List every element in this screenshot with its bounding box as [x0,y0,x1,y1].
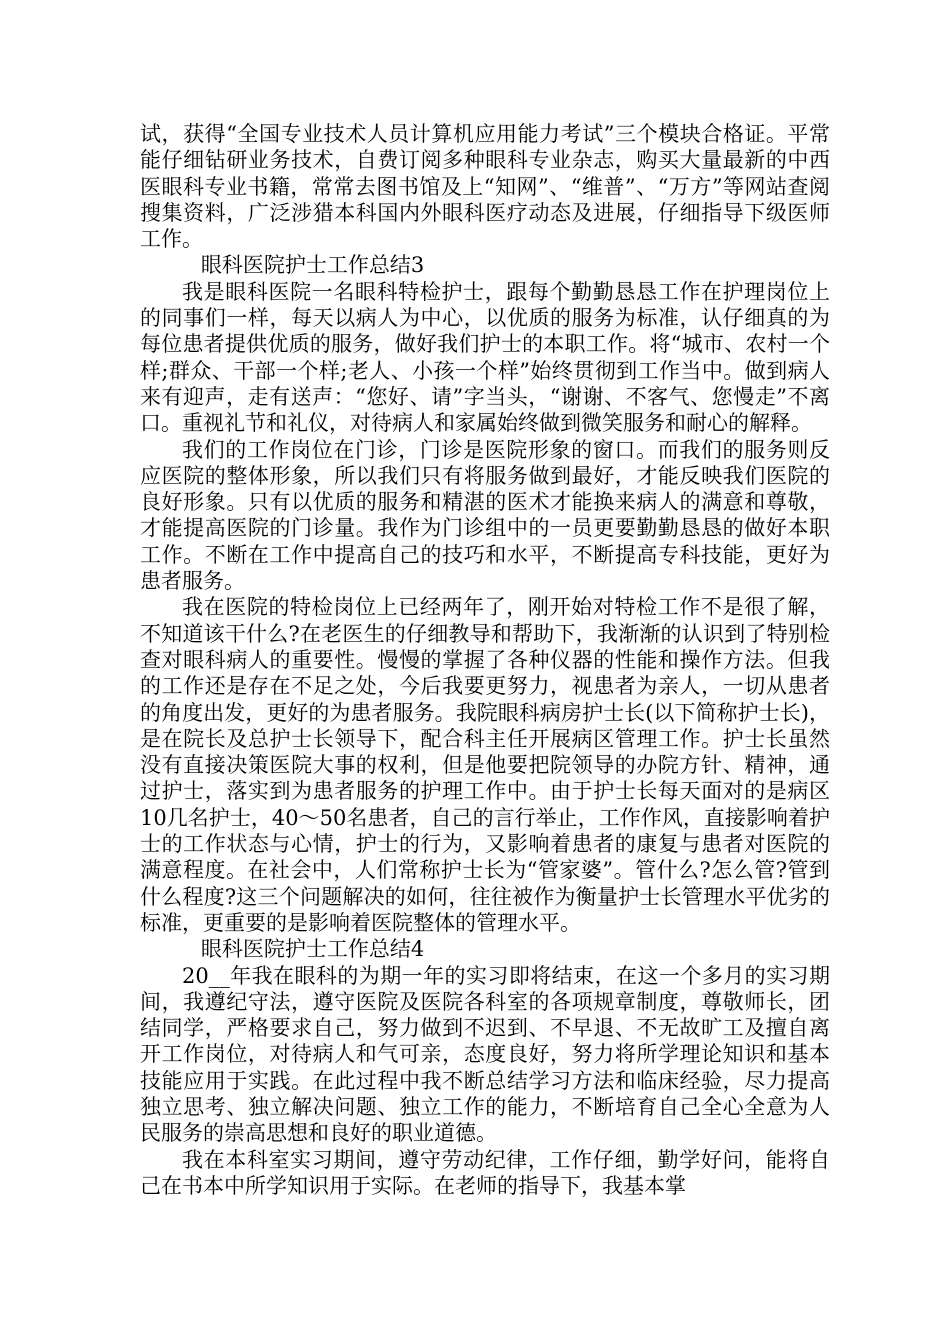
paragraph-4: 我在医院的特检岗位上已经两年了，刚开始对特检工作不是很了解，不知道该干什么?在老医生的仔细教导和帮助下，我渐渐的认识到了特别检查对眼科病人的重要性。慢慢的掌握了各种仪器的性能和操作方法。但我的工作还是存在不足之处，今后我要更努力，视患者为亲人，一切从患者的角度出发，更好的为患者服务。我院眼科病房护士长(以下简称护士长)，是在院长及总护士长领导下，配合科主任开展病区管理工作。护士长虽然没有直接决策医院大事的权利，但是他要把院领导的办院方针、精神，通过护士，落实到为患者服务的护理工作中。由于护士长每天面对的是病区10几名护士，40～50名患者，自己的言行举止，工作作风，直接影响着护士的工作状态与心情，护士的行为，又影响着患者的康复与患者对医院的满意程度。在社会中，人们常称护士长为“管家婆”。管什么?怎么管?管到什么程度?这三个问题解决的如何，往往被作为衡量护士长管理水平优劣的标准，更重要的是影响着医院整体的管理水平。 [140,595,830,935]
paragraph-3: 我们的工作岗位在门诊，门诊是医院形象的窗口。而我们的服务则反应医院的整体形象，所以我们只有将服务做到最好，才能反映我们医院的良好形象。只有以优质的服务和精湛的医术才能换来病人的满意和尊敬，才能提高医院的门诊量。我作为门诊组中的一员更要勤勤恳恳的做好本职工作。不断在工作中提高自己的技巧和水平，不断提高专科技能，更好为患者服务。 [140,437,830,594]
paragraph-2: 我是眼科医院一名眼科特检护士，跟每个勤勤恳恳工作在护理岗位上的同事们一样，每天以病人为中心，以优质的服务为标准，认仔细真的为每位患者提供优质的服务，做好我们护士的本职工作。将“城市、农村一个样;群众、干部一个样;老人、小孩一个样”始终贯彻到工作当中。做到病人来有迎声，走有送声：“您好、请”字当头，“谢谢、不客气、您慢走”不离口。重视礼节和礼仪，对待病人和家属始终做到微笑服务和耐心的解释。 [140,279,830,436]
document-body [140,121,830,1199]
section-heading-3: 眼科医院护士工作总结3 [200,253,425,278]
paragraph-6: 我在本科室实习期间，遵守劳动纪律，工作仔细，勤学好问，能将自己在书本中所学知识用于实际。在老师的指导下，我基本掌 [140,1147,830,1198]
paragraph-1: 试，获得“全国专业技术人员计算机应用能力考试”三个模块合格证。平常能仔细钻研业务技术，自费订阅多种眼科专业杂志，购买大量最新的中西医眼科专业书籍，常常去图书馆及上“知网”、“维普”、“万方”等网站查阅搜集资料，广泛涉猎本科国内外眼科医疗动态及进展，仔细指导下级医师工作。 [140,122,830,252]
section-heading-4: 眼科医院护士工作总结4 [200,937,425,962]
paragraph-5: 20__年我在眼科的为期一年的实习即将结束，在这一个多月的实习期间，我遵纪守法，遵守医院及医院各科室的各项规章制度，尊敬师长，团结同学，严格要求自己，努力做到不迟到、不早退、不无故旷工及擅自离开工作岗位，对待病人和气可亲，态度良好，努力将所学理论知识和基本技能应用于实践。在此过程中我不断总结学习方法和临床经验，尽力提高独立思考、独立解决问题、独立工作的能力，不断培育自己全心全意为人民服务的崇高思想和良好的职业道德。 [140,963,830,1146]
